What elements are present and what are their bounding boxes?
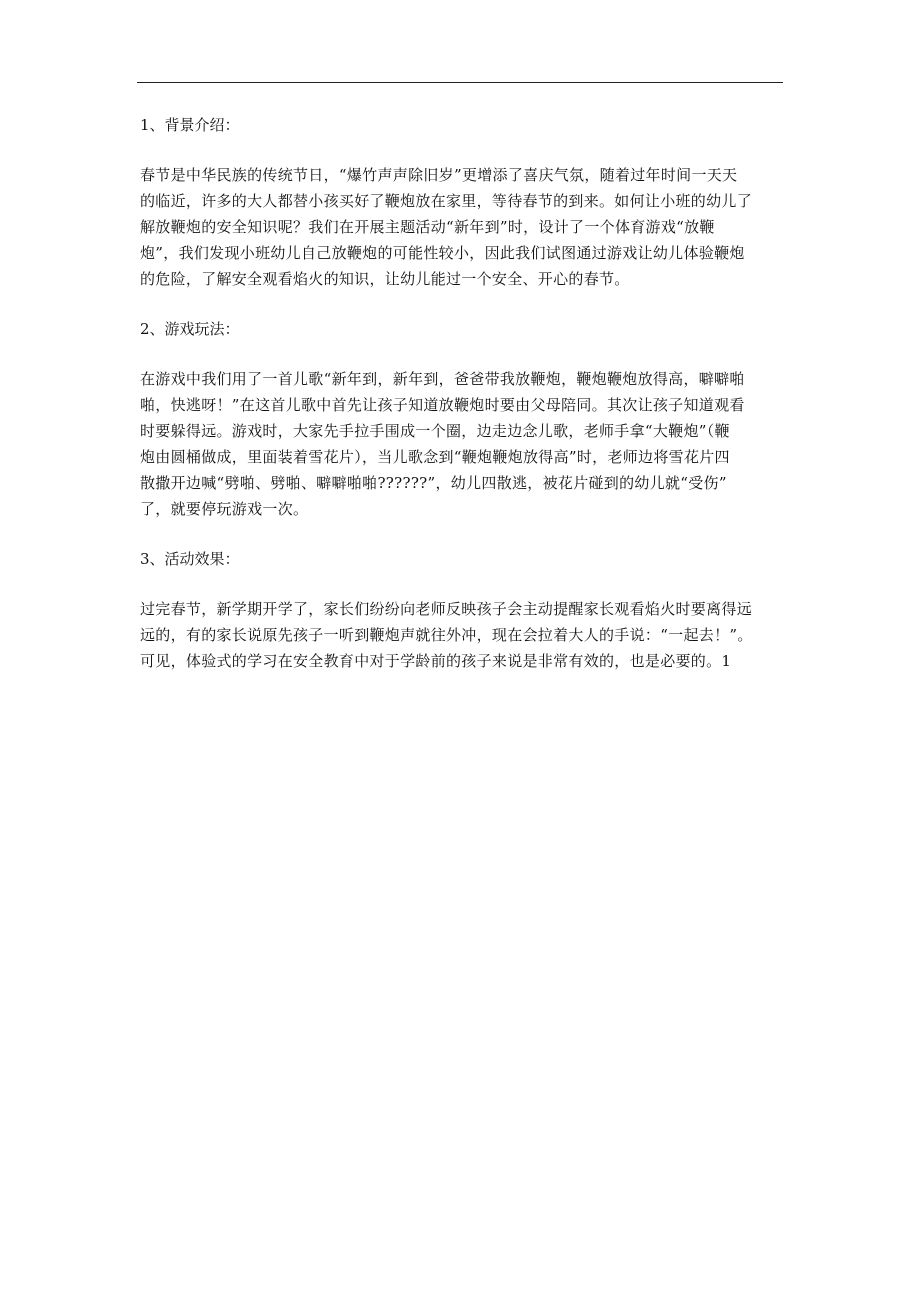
section-heading: 2、游戏玩法： (140, 320, 240, 338)
section-background (140, 112, 790, 292)
paragraph-line: 的危险，了解安全观看焰火的知识，让幼儿能过一个安全、开心的春节。 (140, 270, 630, 288)
paragraph-line: 炮”，我们发现小班幼儿自己放鞭炮的可能性较小，因此我们试图通过游戏让幼儿体验鞭炮 (140, 244, 745, 262)
paragraph-line: 在游戏中我们用了一首儿歌“新年到，新年到，爸爸带我放鞭炮，鞭炮鞭炮放得高，噼噼啪 (140, 370, 745, 388)
paragraph-line: 的临近，许多的大人都替小孩买好了鞭炮放在家里，等待春节的到来。如何让小班的幼儿了 (140, 192, 753, 210)
paragraph-line: 可见，体验式的学习在安全教育中对于学龄前的孩子来说是非常有效的，也是必要的。1 (140, 652, 732, 670)
section-heading: 1、背景介绍： (140, 116, 240, 134)
paragraph-line: 过完春节，新学期开学了，家长们纷纷向老师反映孩子会主动提醒家长观看焰火时要离得远 (140, 600, 753, 618)
section-paragraph (140, 162, 790, 292)
section-gameplay (140, 316, 790, 522)
paragraph-line: 散撒开边喊“劈啪、劈啪、噼噼啪啪??????”，幼儿四散逃，被花片碰到的幼儿就“受伤” (140, 474, 727, 492)
section-results (140, 546, 790, 674)
paragraph-line: 炮由圆桶做成，里面装着雪花片），当儿歌念到“鞭炮鞭炮放得高”时，老师边将雪花片四 (140, 448, 730, 466)
header-rule (137, 82, 783, 83)
paragraph-line: 解放鞭炮的安全知识呢？我们在开展主题活动“新年到”时，设计了一个体育游戏“放鞭 (140, 218, 715, 236)
paragraph-line: 春节是中华民族的传统节日，“爆竹声声除旧岁”更增添了喜庆气氛，随着过年时间一天天 (140, 166, 738, 184)
paragraph-line: 时要躲得远。游戏时，大家先手拉手围成一个圈，边走边念儿歌，老师手拿“大鞭炮”（鞭 (140, 422, 730, 440)
paragraph-line: 远的，有的家长说原先孩子一听到鞭炮声就往外冲，现在会拉着大人的手说：“一起去！”。 (140, 626, 753, 644)
section-paragraph (140, 366, 790, 522)
section-paragraph (140, 596, 790, 674)
paragraph-line: 啪，快逃呀！”在这首儿歌中首先让孩子知道放鞭炮时要由父母陪同。其次让孩子知道观看 (140, 396, 745, 414)
document-body (140, 112, 790, 698)
paragraph-line: 了，就要停玩游戏一次。 (140, 500, 309, 518)
section-heading: 3、活动效果： (140, 550, 240, 568)
